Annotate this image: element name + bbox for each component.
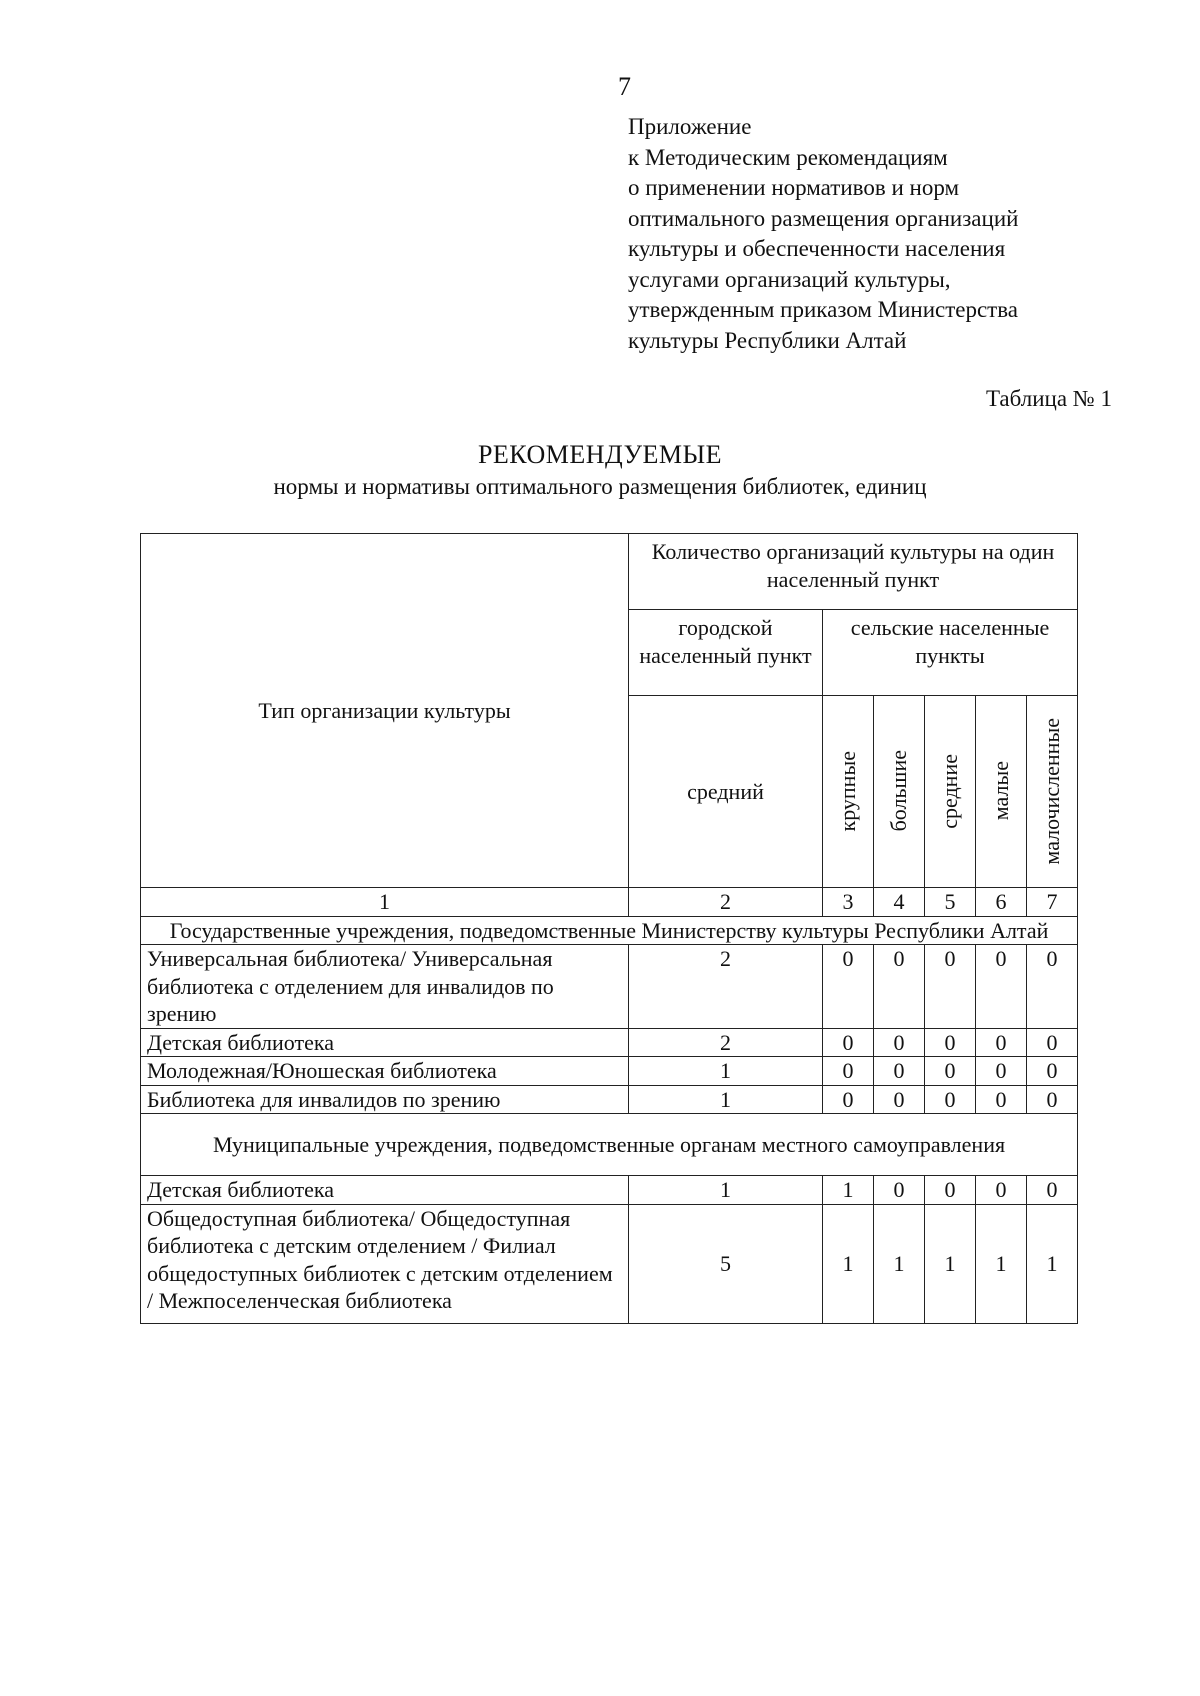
- subheader-text: средние: [937, 753, 963, 829]
- cell-value: 0: [925, 1057, 976, 1086]
- table-row: [141, 1085, 1078, 1114]
- cell-value: 0: [823, 945, 874, 1029]
- cell-value: 0: [925, 1085, 976, 1114]
- cell-value: 0: [874, 1028, 925, 1057]
- appendix-line: культуры и обеспеченности населения: [628, 236, 1006, 261]
- document-title: РЕКОМЕНДУЕМЫЕ: [477, 440, 723, 469]
- document-subtitle: нормы и нормативы оптимального размещения библиотек, единиц: [273, 474, 927, 499]
- header-type: Тип организации культуры: [141, 534, 629, 888]
- cell-value: 0: [1027, 1028, 1078, 1057]
- cell-value: 2: [629, 945, 823, 1029]
- cell-value: 1: [976, 1204, 1027, 1323]
- cell-value: 0: [976, 1057, 1027, 1086]
- column-number: 5: [925, 888, 976, 917]
- row-name: Детская библиотека: [141, 1028, 629, 1057]
- cell-value: 0: [823, 1057, 874, 1086]
- page-number: 7: [618, 72, 631, 101]
- appendix-line: Приложение: [628, 114, 752, 139]
- cell-value: 1: [823, 1176, 874, 1205]
- table-row: [141, 945, 1078, 1029]
- header-urban: городской населенный пункт: [629, 610, 823, 696]
- cell-value: 0: [874, 1085, 925, 1114]
- cell-value: 0: [874, 945, 925, 1029]
- cell-value: 0: [1027, 1057, 1078, 1086]
- cell-value: 1: [629, 1176, 823, 1205]
- appendix-block: [628, 112, 1018, 356]
- row-name: Молодежная/Юношеская библиотека: [141, 1057, 629, 1086]
- subheader-rural-medium: [925, 696, 976, 888]
- column-number: 3: [823, 888, 874, 917]
- cell-value: 1: [925, 1204, 976, 1323]
- cell-value: 0: [1027, 1176, 1078, 1205]
- cell-value: 1: [1027, 1204, 1078, 1323]
- subheader-urban-medium: средний: [629, 696, 823, 888]
- cell-value: 1: [629, 1057, 823, 1086]
- column-number: 7: [1027, 888, 1078, 917]
- row-name: Общедоступная библиотека/ Общедоступная библиотека с детским отделением / Филиал общедоступных библиотек с детским отделением / Межпоселенческая библиотека: [141, 1204, 629, 1323]
- table-label: Таблица № 1: [985, 386, 1112, 411]
- cell-value: 0: [976, 945, 1027, 1029]
- row-name: Универсальная библиотека/ Универсальная библиотека с отделением для инвалидов по зрению: [141, 945, 629, 1029]
- subheader-rural-small: [976, 696, 1027, 888]
- cell-value: 0: [874, 1057, 925, 1086]
- column-number: 4: [874, 888, 925, 917]
- header-rural: сельские населенные пункты: [823, 610, 1078, 696]
- cell-value: 0: [925, 945, 976, 1029]
- cell-value: 1: [629, 1085, 823, 1114]
- subheader-rural-large: [823, 696, 874, 888]
- table-row: [141, 1176, 1078, 1205]
- section-title: Муниципальные учреждения, подведомственные органам местного самоуправления: [141, 1114, 1078, 1176]
- row-name: Детская библиотека: [141, 1176, 629, 1205]
- table-row: [141, 1028, 1078, 1057]
- row-name: Библиотека для инвалидов по зрению: [141, 1085, 629, 1114]
- cell-value: 1: [874, 1204, 925, 1323]
- cell-value: 0: [976, 1176, 1027, 1205]
- cell-value: 0: [976, 1085, 1027, 1114]
- cell-value: 0: [823, 1085, 874, 1114]
- cell-value: 0: [925, 1176, 976, 1205]
- cell-value: 1: [823, 1204, 874, 1323]
- cell-value: 0: [925, 1028, 976, 1057]
- column-number: 2: [629, 888, 823, 917]
- norms-table: [140, 533, 1078, 1324]
- section-row: [141, 1114, 1078, 1176]
- section-title: Государственные учреждения, подведомственные Министерству культуры Республики Алтай: [141, 916, 1078, 945]
- appendix-line: культуры Республики Алтай: [628, 327, 907, 353]
- subheader-text: крупные: [835, 750, 861, 832]
- appendix-line: утвержденным приказом Министерства: [628, 297, 1019, 322]
- appendix-line: оптимального размещения организаций: [628, 205, 1019, 231]
- cell-value: 0: [874, 1176, 925, 1205]
- cell-value: 5: [629, 1204, 823, 1323]
- column-number-row: [141, 888, 1078, 917]
- cell-value: 0: [1027, 945, 1078, 1029]
- column-number: 6: [976, 888, 1027, 917]
- header-count: Количество организаций культуры на один населенный пункт: [629, 534, 1078, 610]
- appendix-line: к Методическим рекомендациям: [628, 144, 948, 170]
- table-row: [141, 1204, 1078, 1323]
- section-row: [141, 916, 1078, 945]
- column-number: 1: [141, 888, 629, 917]
- cell-value: 0: [976, 1028, 1027, 1057]
- subheader-text: малые: [988, 761, 1014, 821]
- subheader-text: малочисленные: [1039, 717, 1065, 865]
- appendix-line: услугами организаций культуры,: [628, 266, 951, 292]
- subheader-text: большие: [886, 750, 912, 832]
- cell-value: 2: [629, 1028, 823, 1057]
- table-row: [141, 1057, 1078, 1086]
- appendix-line: о применении нормативов и норм: [628, 175, 960, 200]
- subheader-rural-tiny: [1027, 696, 1078, 888]
- cell-value: 0: [823, 1028, 874, 1057]
- subheader-rural-big: [874, 696, 925, 888]
- cell-value: 0: [1027, 1085, 1078, 1114]
